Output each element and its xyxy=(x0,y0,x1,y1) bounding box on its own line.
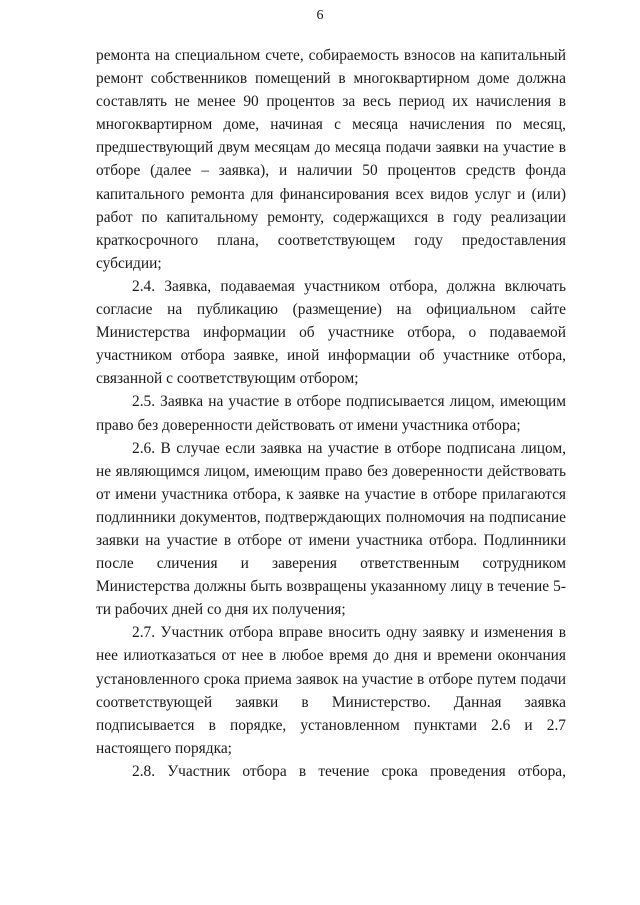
paragraph-2-4: 2.4. Заявка, подаваемая участником отбора, должна включать согласие на публикацию (размещение) на официальном сайте Министерства информации об участнике отбора, о подаваемой участником отбора заявке, иной информации об участнике отбора, связанной с соответствующим отбором; xyxy=(96,277,566,388)
document-body xyxy=(96,44,566,783)
paragraph-2-5: 2.5. Заявка на участие в отборе подписывается лицом, имеющим право без доверенности действовать от имени участника отбора; xyxy=(96,393,566,434)
paragraph-2-6: 2.6. В случае если заявка на участие в отборе подписана лицом, не являющимся лицом, имеющим право без доверенности действовать от имени участника отбора, к заявке на участие в отборе прилагаются подлинники документов, подтверждающих полномочия на подписание заявки на участие в отборе от имени участника отбора. Подлинники после сличения и заверения ответственным сотрудником Министерства должны быть возвращены указанному лицу в течение 5-ти рабочих дней со дня их получения; xyxy=(96,439,566,619)
page-number: 6 xyxy=(316,8,324,23)
paragraph-2-8: 2.8. Участник отбора в течение срока проведения отбора, xyxy=(132,762,566,780)
paragraph-continuation: ремонта на специальном счете, собираемость взносов на капитальный ремонт собственников помещений в многоквартирном доме должна составлять не менее 90 процентов за весь период их начисления в многоквартирном доме, начиная с месяца начисления по месяц, предшествующий двум месяцам до месяца подачи заявки на участие в отборе (далее – заявка), и наличии 50 процентов средств фонда капитального ремонта для финансирования всех видов услуг и (или) работ по капитальному ремонту, содержащихся в году реализации краткосрочного плана, соответствующем году предоставления субсидии; xyxy=(96,47,566,272)
paragraph-2-7: 2.7. Участник отбора вправе вносить одну заявку и изменения в нее илиотказаться от нее в любое время до дня и времени окончания установленного срока приема заявок на участие в отборе путем подачи соответствующей заявки в Министерство. Данная заявка подписывается в порядке, установленном пунктами 2.6 и 2.7 настоящего порядка; xyxy=(96,624,566,757)
